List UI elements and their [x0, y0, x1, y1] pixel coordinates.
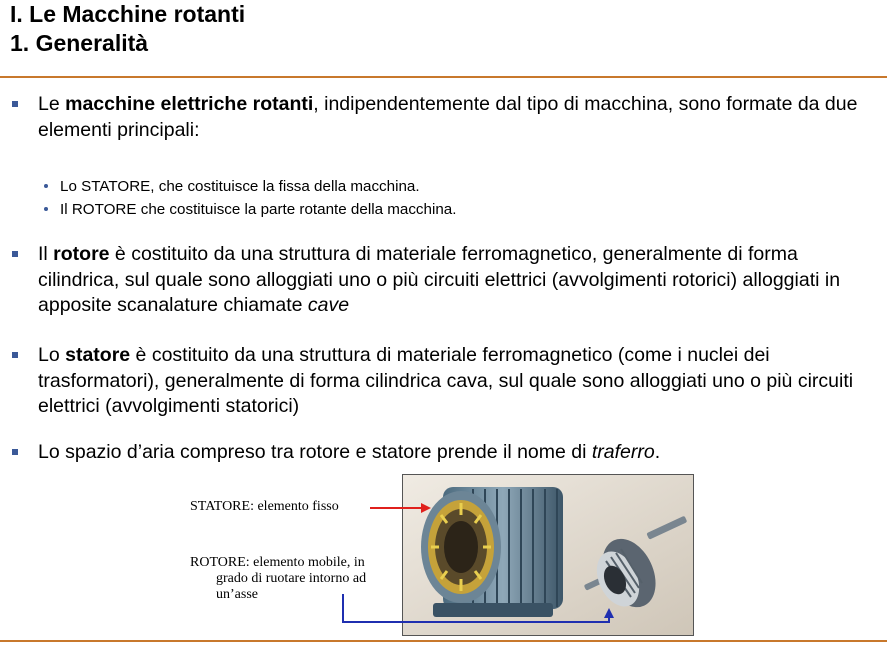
- bullet-bold-term: statore: [65, 344, 131, 366]
- bullet-traferro: Lo spazio d’aria compreso tra rotore e statore prende il nome di traferro.: [12, 440, 872, 466]
- arrow-statore: [370, 503, 431, 513]
- bullet-italic-term: cave: [307, 294, 350, 316]
- arrow-rotore: [343, 594, 614, 622]
- bullet-macchine: Le macchine elettriche rotanti, indipendentemente dal tipo di macchina, sono formate da due elementi principali:: [12, 92, 872, 143]
- slide-title: I. Le Macchine rotanti: [10, 1, 246, 27]
- bullet-statore: Lo statore è costituito da una struttura di materiale ferromagnetico (come i nuclei dei trasformatori), generalmente di forma cilindrica cava, sul quale sono alloggiati uno o più circuiti elettrici (avvolgimenti statorici): [12, 343, 872, 420]
- label-statore: STATORE: elemento fisso: [190, 499, 339, 514]
- sub-bullet-statore: Lo STATORE, che costituisce la fissa della macchina.: [44, 177, 420, 197]
- bullet-rotore: Il rotore è costituito da una struttura di materiale ferromagnetico, generalmente di forma cilindrica, sul quale sono alloggiati uno o più circuiti elettrici (avvolgimenti rotorici) alloggiati in apposite scanalature chiamate cave: [12, 242, 872, 319]
- sub-bullet-rotore: Il ROTORE che costituisce la parte rotante della macchina.: [44, 200, 456, 220]
- bullet-italic-term: traferro: [591, 441, 655, 463]
- bullet-bold-term: rotore: [53, 243, 110, 265]
- label-rotore-line1: ROTORE: elemento mobile, in: [190, 555, 365, 570]
- bottom-divider: [0, 640, 887, 642]
- label-rotore-line3: un’asse: [216, 587, 258, 602]
- label-rotore-line2: grado di ruotare intorno ad: [216, 571, 367, 586]
- bullet-bold-term: macchine elettriche rotanti: [65, 93, 314, 115]
- slide-subtitle: 1. Generalità: [10, 30, 149, 56]
